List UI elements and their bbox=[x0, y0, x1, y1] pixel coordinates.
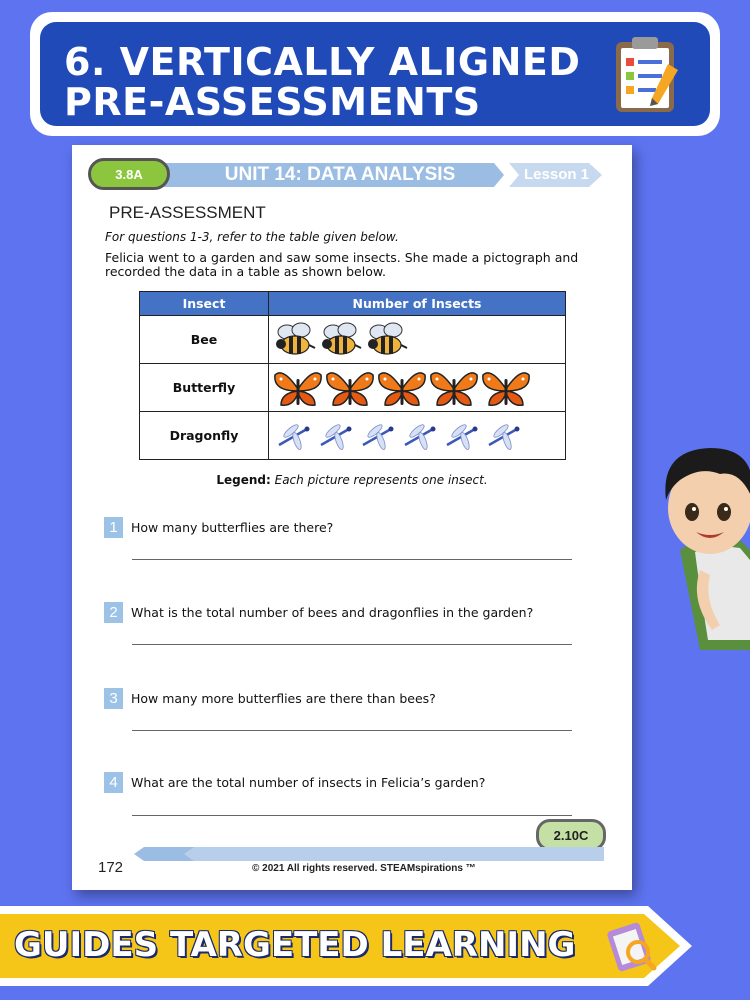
answer-line-4[interactable] bbox=[132, 815, 572, 816]
table-row bbox=[140, 412, 566, 460]
legend-label: Legend: bbox=[216, 473, 271, 487]
header-number: Number of Insects bbox=[269, 292, 566, 316]
intro-text: Felicia went to a garden and saw some insects. She made a pictograph and recorded the data in a table as shown below. bbox=[105, 250, 579, 279]
standard-badge: 3.8A bbox=[88, 158, 170, 190]
dragonfly-icon bbox=[315, 425, 355, 444]
clipboard-magnifier-icon bbox=[602, 916, 662, 976]
boy-character-illustration bbox=[640, 440, 750, 650]
insect-name: Dragonfly bbox=[140, 412, 269, 460]
dragonfly-icon bbox=[483, 425, 523, 444]
question-text: What is the total number of bees and dragonflies in the garden? bbox=[131, 605, 534, 620]
question-text: How many butterflies are there? bbox=[131, 520, 334, 535]
unit-title: UNIT 14: DATA ANALYSIS bbox=[224, 164, 456, 185]
answer-line-1[interactable] bbox=[132, 559, 572, 560]
insect-name: Butterfly bbox=[140, 364, 269, 412]
butterfly-icon bbox=[377, 377, 427, 396]
question-text: How many more butterflies are there than bees? bbox=[131, 691, 436, 706]
banner-title-line2: PRE-ASSESSMENTS bbox=[64, 80, 481, 124]
answer-line-3[interactable] bbox=[132, 730, 572, 731]
dragonfly-icon bbox=[273, 425, 313, 444]
bee-icon bbox=[319, 329, 363, 348]
question-1 bbox=[104, 517, 604, 541]
clipboard-checklist-icon bbox=[608, 34, 690, 116]
question-4 bbox=[104, 772, 604, 796]
page-number: 172 bbox=[98, 859, 124, 876]
butterfly-icon bbox=[325, 377, 375, 396]
answer-line-2[interactable] bbox=[132, 644, 572, 645]
question-number: 4 bbox=[104, 772, 123, 793]
question-3 bbox=[104, 688, 604, 712]
header-insect: Insect bbox=[140, 292, 269, 316]
table-header-row bbox=[140, 292, 566, 316]
bee-icon bbox=[273, 329, 317, 348]
dragonfly-icon bbox=[357, 425, 397, 444]
copyright-text: © 2021 All rights reserved. STEAMspirations ™ bbox=[252, 863, 476, 874]
dragonfly-icon bbox=[399, 425, 439, 444]
banner-title-line1: 6. VERTICALLY ALIGNED bbox=[64, 40, 581, 84]
unit-header-bar bbox=[84, 163, 604, 187]
legend bbox=[72, 473, 632, 487]
bottom-banner-text: GUIDES TARGETED LEARNING bbox=[14, 925, 576, 965]
dragonfly-pictures bbox=[269, 412, 566, 460]
worksheet-page bbox=[72, 145, 632, 890]
question-number: 1 bbox=[104, 517, 123, 538]
pictograph-table bbox=[139, 291, 566, 460]
dragonfly-icon bbox=[441, 425, 481, 444]
table-row bbox=[140, 316, 566, 364]
question-number: 2 bbox=[104, 602, 123, 623]
standard-badge-bottom: 2.10C bbox=[536, 819, 606, 851]
top-banner bbox=[30, 12, 720, 136]
legend-text: Each picture represents one insect. bbox=[274, 473, 488, 487]
top-banner-panel bbox=[40, 22, 710, 126]
question-2 bbox=[104, 602, 604, 626]
question-text: What are the total number of insects in Felicia’s garden? bbox=[131, 775, 486, 790]
question-number: 3 bbox=[104, 688, 123, 709]
butterfly-icon bbox=[481, 377, 531, 396]
bee-icon bbox=[365, 329, 409, 348]
table-row bbox=[140, 364, 566, 412]
butterfly-pictures bbox=[269, 364, 566, 412]
bee-pictures bbox=[269, 316, 566, 364]
butterfly-icon bbox=[429, 377, 479, 396]
section-title: PRE-ASSESSMENT bbox=[109, 203, 266, 222]
instruction-text: For questions 1-3, refer to the table given below. bbox=[105, 230, 399, 244]
lesson-label: Lesson 1 bbox=[524, 166, 590, 183]
butterfly-icon bbox=[273, 377, 323, 396]
insect-name: Bee bbox=[140, 316, 269, 364]
footer-ribbon bbox=[134, 847, 604, 861]
